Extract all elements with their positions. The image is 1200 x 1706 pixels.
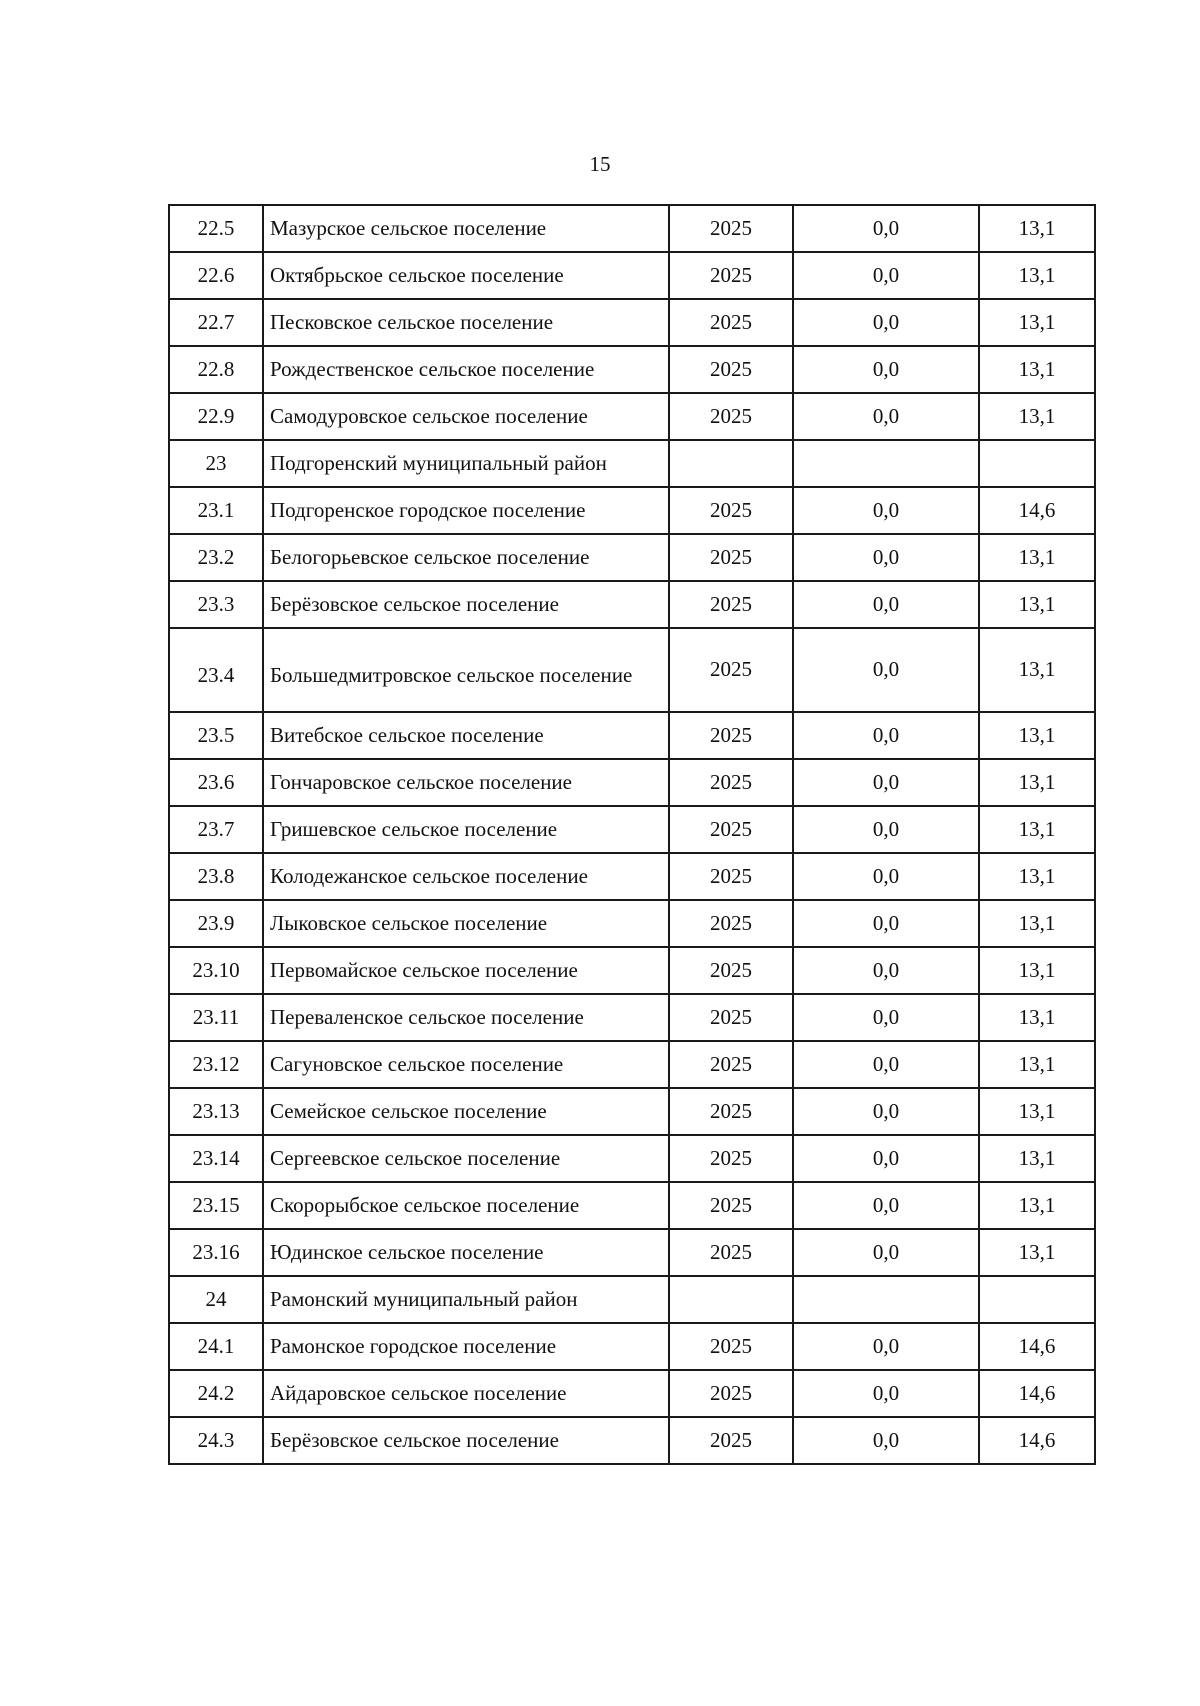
table-row [169, 806, 1095, 853]
year-cell: 2025 [669, 581, 793, 628]
row-number-cell: 22.6 [169, 252, 263, 299]
settlement-name-cell: Подгоренское городское поселение [263, 487, 669, 534]
year-cell: 2025 [669, 1041, 793, 1088]
value-1-cell: 0,0 [793, 759, 979, 806]
row-number-cell: 23.2 [169, 534, 263, 581]
year-cell: 2025 [669, 1182, 793, 1229]
settlement-name-cell: Большедмитровское сельское поселение [263, 628, 669, 712]
settlement-name-cell: Колодежанское сельское поселение [263, 853, 669, 900]
settlement-name-cell: Скорорыбское сельское поселение [263, 1182, 669, 1229]
value-2-cell: 13,1 [979, 534, 1095, 581]
year-cell: 2025 [669, 853, 793, 900]
value-1-cell: 0,0 [793, 712, 979, 759]
table-row [169, 1370, 1095, 1417]
year-cell [669, 1276, 793, 1323]
value-1-cell: 0,0 [793, 1041, 979, 1088]
year-cell: 2025 [669, 994, 793, 1041]
settlement-name-cell: Сагуновское сельское поселение [263, 1041, 669, 1088]
row-number-cell: 23.1 [169, 487, 263, 534]
table-row [169, 759, 1095, 806]
value-2-cell: 13,1 [979, 252, 1095, 299]
table-row [169, 1182, 1095, 1229]
value-2-cell: 13,1 [979, 806, 1095, 853]
row-number-cell: 23.11 [169, 994, 263, 1041]
value-2-cell: 13,1 [979, 346, 1095, 393]
settlement-name-cell: Берёзовское сельское поселение [263, 1417, 669, 1464]
row-number-cell: 23.12 [169, 1041, 263, 1088]
settlement-name-cell: Рождественское сельское поселение [263, 346, 669, 393]
table-row [169, 712, 1095, 759]
value-1-cell: 0,0 [793, 205, 979, 252]
year-cell: 2025 [669, 1323, 793, 1370]
value-2-cell: 13,1 [979, 1088, 1095, 1135]
value-1-cell: 0,0 [793, 252, 979, 299]
settlement-name-cell: Октябрьское сельское поселение [263, 252, 669, 299]
year-cell [669, 440, 793, 487]
settlement-name-cell: Мазурское сельское поселение [263, 205, 669, 252]
value-2-cell: 13,1 [979, 299, 1095, 346]
table-row [169, 534, 1095, 581]
value-1-cell: 0,0 [793, 806, 979, 853]
row-number-cell: 22.9 [169, 393, 263, 440]
table-row [169, 1323, 1095, 1370]
settlement-name-cell: Белогорьевское сельское поселение [263, 534, 669, 581]
row-number-cell: 23.8 [169, 853, 263, 900]
table-row [169, 440, 1095, 487]
settlement-name-cell: Первомайское сельское поселение [263, 947, 669, 994]
value-2-cell: 13,1 [979, 1041, 1095, 1088]
year-cell: 2025 [669, 1229, 793, 1276]
row-number-cell: 23.10 [169, 947, 263, 994]
value-2-cell: 13,1 [979, 1229, 1095, 1276]
table-row [169, 1229, 1095, 1276]
table-row [169, 393, 1095, 440]
year-cell: 2025 [669, 1088, 793, 1135]
table-row [169, 487, 1095, 534]
row-number-cell: 24.1 [169, 1323, 263, 1370]
value-2-cell: 14,6 [979, 1323, 1095, 1370]
value-2-cell: 13,1 [979, 393, 1095, 440]
row-number-cell: 23.16 [169, 1229, 263, 1276]
row-number-cell: 23.7 [169, 806, 263, 853]
row-number-cell: 23 [169, 440, 263, 487]
settlement-name-cell: Самодуровское сельское поселение [263, 393, 669, 440]
table-row [169, 1088, 1095, 1135]
row-number-cell: 24 [169, 1276, 263, 1323]
year-cell: 2025 [669, 252, 793, 299]
year-cell: 2025 [669, 534, 793, 581]
year-cell: 2025 [669, 205, 793, 252]
value-1-cell: 0,0 [793, 947, 979, 994]
settlement-name-cell: Витебское сельское поселение [263, 712, 669, 759]
value-1-cell: 0,0 [793, 299, 979, 346]
settlement-name-cell: Айдаровское сельское поселение [263, 1370, 669, 1417]
row-number-cell: 23.4 [169, 628, 263, 712]
value-2-cell: 13,1 [979, 581, 1095, 628]
value-1-cell: 0,0 [793, 393, 979, 440]
settlements-table [168, 204, 1096, 1465]
table-row [169, 581, 1095, 628]
value-1-cell: 0,0 [793, 900, 979, 947]
year-cell: 2025 [669, 299, 793, 346]
year-cell: 2025 [669, 1417, 793, 1464]
value-1-cell: 0,0 [793, 1135, 979, 1182]
value-2-cell: 13,1 [979, 900, 1095, 947]
settlement-name-cell: Рамонский муниципальный район [263, 1276, 669, 1323]
value-2-cell: 13,1 [979, 205, 1095, 252]
settlement-name-cell: Берёзовское сельское поселение [263, 581, 669, 628]
year-cell: 2025 [669, 628, 793, 712]
row-number-cell: 23.14 [169, 1135, 263, 1182]
year-cell: 2025 [669, 900, 793, 947]
row-number-cell: 22.8 [169, 346, 263, 393]
value-2-cell: 14,6 [979, 1370, 1095, 1417]
row-number-cell: 23.5 [169, 712, 263, 759]
value-2-cell: 13,1 [979, 947, 1095, 994]
year-cell: 2025 [669, 346, 793, 393]
year-cell: 2025 [669, 759, 793, 806]
table-row [169, 947, 1095, 994]
table-row [169, 252, 1095, 299]
settlement-name-cell: Юдинское сельское поселение [263, 1229, 669, 1276]
row-number-cell: 24.2 [169, 1370, 263, 1417]
page-number: 15 [589, 152, 611, 176]
settlement-name-cell: Лыковское сельское поселение [263, 900, 669, 947]
table-row [169, 1041, 1095, 1088]
table-row [169, 346, 1095, 393]
year-cell: 2025 [669, 712, 793, 759]
settlement-name-cell: Сергеевское сельское поселение [263, 1135, 669, 1182]
value-2-cell: 14,6 [979, 487, 1095, 534]
table-row [169, 900, 1095, 947]
year-cell: 2025 [669, 1135, 793, 1182]
settlement-name-cell: Гришевское сельское поселение [263, 806, 669, 853]
value-1-cell: 0,0 [793, 628, 979, 712]
value-1-cell: 0,0 [793, 1370, 979, 1417]
table-row [169, 994, 1095, 1041]
value-1-cell [793, 1276, 979, 1323]
year-cell: 2025 [669, 393, 793, 440]
table-row [169, 205, 1095, 252]
value-2-cell: 13,1 [979, 853, 1095, 900]
table-body [169, 205, 1095, 1464]
row-number-cell: 24.3 [169, 1417, 263, 1464]
table-row [169, 1417, 1095, 1464]
row-number-cell: 22.5 [169, 205, 263, 252]
settlement-name-cell: Семейское сельское поселение [263, 1088, 669, 1135]
year-cell: 2025 [669, 487, 793, 534]
row-number-cell: 22.7 [169, 299, 263, 346]
value-1-cell: 0,0 [793, 346, 979, 393]
settlement-name-cell: Переваленское сельское поселение [263, 994, 669, 1041]
value-2-cell: 13,1 [979, 759, 1095, 806]
value-1-cell: 0,0 [793, 994, 979, 1041]
value-1-cell: 0,0 [793, 581, 979, 628]
value-2-cell: 13,1 [979, 1135, 1095, 1182]
table-row [169, 628, 1095, 712]
year-cell: 2025 [669, 1370, 793, 1417]
settlement-name-cell: Рамонское городское поселение [263, 1323, 669, 1370]
row-number-cell: 23.15 [169, 1182, 263, 1229]
value-2-cell [979, 440, 1095, 487]
value-1-cell: 0,0 [793, 534, 979, 581]
value-1-cell: 0,0 [793, 487, 979, 534]
row-number-cell: 23.9 [169, 900, 263, 947]
value-1-cell: 0,0 [793, 1323, 979, 1370]
row-number-cell: 23.6 [169, 759, 263, 806]
value-2-cell: 14,6 [979, 1417, 1095, 1464]
value-2-cell: 13,1 [979, 628, 1095, 712]
table-row [169, 1135, 1095, 1182]
settlement-name-cell: Подгоренский муниципальный район [263, 440, 669, 487]
settlement-name-cell: Гончаровское сельское поселение [263, 759, 669, 806]
table-row [169, 299, 1095, 346]
value-2-cell: 13,1 [979, 1182, 1095, 1229]
value-1-cell: 0,0 [793, 853, 979, 900]
value-1-cell: 0,0 [793, 1417, 979, 1464]
year-cell: 2025 [669, 806, 793, 853]
value-1-cell: 0,0 [793, 1182, 979, 1229]
value-1-cell [793, 440, 979, 487]
row-number-cell: 23.13 [169, 1088, 263, 1135]
value-2-cell: 13,1 [979, 994, 1095, 1041]
value-1-cell: 0,0 [793, 1229, 979, 1276]
value-2-cell [979, 1276, 1095, 1323]
row-number-cell: 23.3 [169, 581, 263, 628]
year-cell: 2025 [669, 947, 793, 994]
table-row [169, 853, 1095, 900]
value-1-cell: 0,0 [793, 1088, 979, 1135]
settlement-name-cell: Песковское сельское поселение [263, 299, 669, 346]
table-row [169, 1276, 1095, 1323]
value-2-cell: 13,1 [979, 712, 1095, 759]
